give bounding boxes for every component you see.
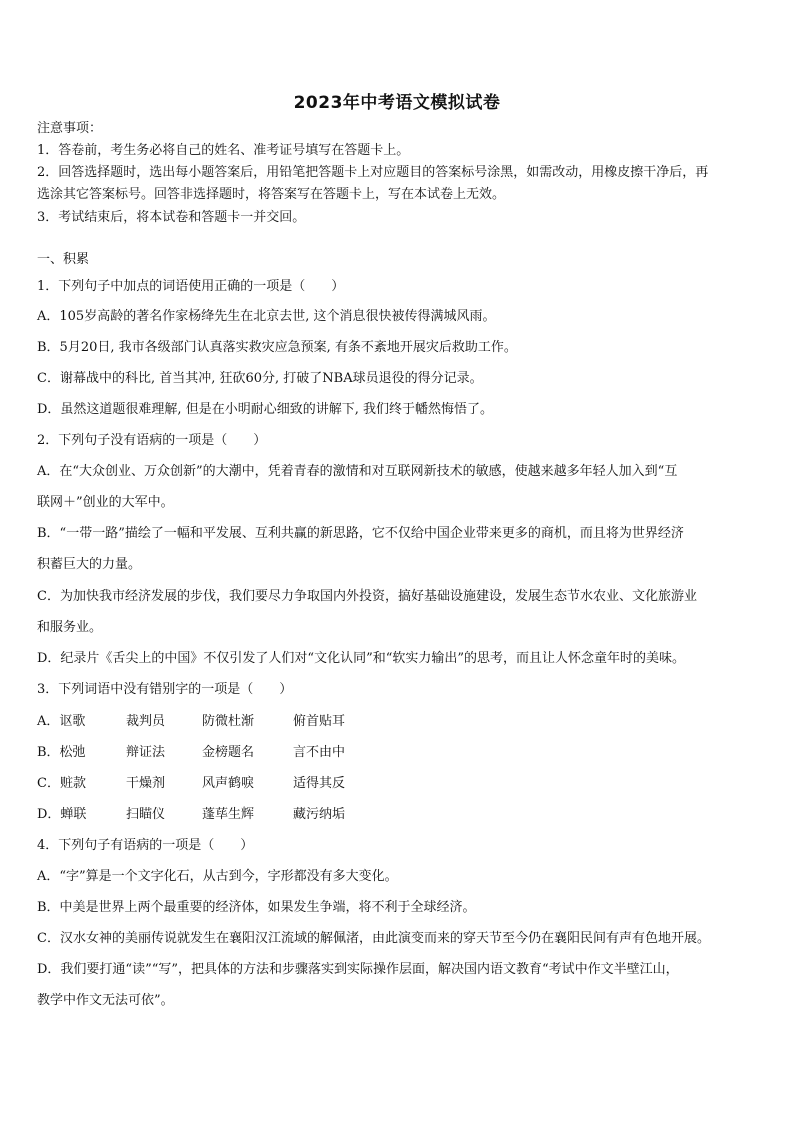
option-a-word-3: 防微杜渐 bbox=[202, 714, 255, 729]
question-stem: 1．下列句子中加点的词语使用正确的一项是（ ） bbox=[37, 279, 345, 294]
option-c: C．汉水女神的美丽传说就发生在襄阳汉江流域的解佩渚，由此演变而来的穿天节至今仍在襄阳民间有声有色地开展。 bbox=[37, 931, 710, 946]
notice-item: 2．回答选择题时，选出每小题答案后，用铅笔把答题卡上对应题目的答案标号涂黑，如需改动，用橡皮擦干净后，再 bbox=[37, 165, 709, 180]
option-c-word-1: C．赃款 bbox=[37, 776, 86, 791]
option-d-word-3: 蓬荜生辉 bbox=[202, 807, 255, 822]
option-c-word-3: 风声鹤唳 bbox=[202, 776, 255, 791]
notice-item: 1．答卷前，考生务必将自己的姓名、准考证号填写在答题卡上。 bbox=[37, 143, 410, 158]
option-c-continued: 和服务业。 bbox=[37, 620, 103, 635]
section-heading: 一、积累 bbox=[37, 252, 90, 267]
option-b-word-4: 言不由中 bbox=[293, 745, 346, 760]
option-a-continued: 联网＋”创业的大军中。 bbox=[37, 495, 174, 510]
question-stem: 3．下列词语中没有错别字的一项是（ ） bbox=[37, 682, 293, 697]
question-stem: 4．下列句子有语病的一项是（ ） bbox=[37, 838, 254, 853]
option-c-word-4: 适得其反 bbox=[293, 776, 346, 791]
option-a: A．“字”算是一个文字化石，从古到今，字形都没有多大变化。 bbox=[37, 869, 398, 884]
option-d-word-1: D．蝉联 bbox=[37, 807, 87, 822]
option-b-word-1: B．松弛 bbox=[37, 745, 86, 760]
notice-item: 3．考试结束后，将本试卷和答题卡一并交回。 bbox=[37, 210, 306, 225]
option-a: A．105岁高龄的著名作家杨绛先生在北京去世, 这个消息很快被传得满城风雨。 bbox=[37, 309, 496, 324]
option-b: B．中美是世界上两个最重要的经济体，如果发生争端，将不利于全球经济。 bbox=[37, 900, 476, 915]
option-d-word-4: 藏污纳垢 bbox=[293, 807, 346, 822]
option-d-continued: 教学中作文无法可依”。 bbox=[37, 993, 174, 1008]
option-b-word-3: 金榜题名 bbox=[202, 745, 255, 760]
option-d: D．纪录片《舌尖上的中国》不仅引发了人们对“文化认同”和“软实力输出”的思考，而且让人怀念童年时的美味。 bbox=[37, 651, 686, 666]
option-c-word-2: 干燥剂 bbox=[126, 776, 166, 791]
option-d: D．虽然这道题很难理解, 但是在小明耐心细致的讲解下, 我们终于幡然悔悟了。 bbox=[37, 402, 493, 417]
page-title: 2023年中考语文模拟试卷 bbox=[293, 93, 501, 113]
option-b: B．5月20日, 我市各级部门认真落实救灾应急预案, 有条不紊地开展灾后救助工作。 bbox=[37, 340, 517, 355]
option-a: A．在“大众创业、万众创新”的大潮中，凭着青春的激情和对互联网新技术的敏感，使越来越多年轻人加入到“互 bbox=[37, 464, 678, 479]
option-a-word-2: 裁判员 bbox=[126, 714, 166, 729]
option-c: C．谢幕战中的科比, 首当其冲, 狂砍60分, 打破了NBA球员退役的得分记录。 bbox=[37, 371, 483, 386]
notice-heading: 注意事项： bbox=[37, 121, 103, 136]
option-b-word-2: 辩证法 bbox=[126, 745, 166, 760]
option-c: C．为加快我市经济发展的步伐，我们要尽力争取国内外投资，搞好基础设施建设，发展生态节水农业、文化旅游业 bbox=[37, 589, 697, 604]
option-b-continued: 积蓄巨大的力量。 bbox=[37, 557, 142, 572]
question-stem: 2．下列句子没有语病的一项是（ ） bbox=[37, 433, 267, 448]
option-b: B．“一带一路”描绘了一幅和平发展、互利共赢的新思路，它不仅给中国企业带来更多的商机，而且将为世界经济 bbox=[37, 526, 684, 541]
option-a-word-1: A．讴歌 bbox=[37, 714, 86, 729]
option-d-word-2: 扫瞄仪 bbox=[126, 807, 166, 822]
option-d: D．我们要打通“读”“写”，把具体的方法和步骤落实到实际操作层面，解决国内语文教育“考试中作文半壁江山， bbox=[37, 962, 679, 977]
option-a-word-4: 俯首贴耳 bbox=[293, 714, 346, 729]
notice-item: 选涂其它答案标号。回答非选择题时，将答案写在答题卡上，写在本试卷上无效。 bbox=[37, 187, 506, 202]
